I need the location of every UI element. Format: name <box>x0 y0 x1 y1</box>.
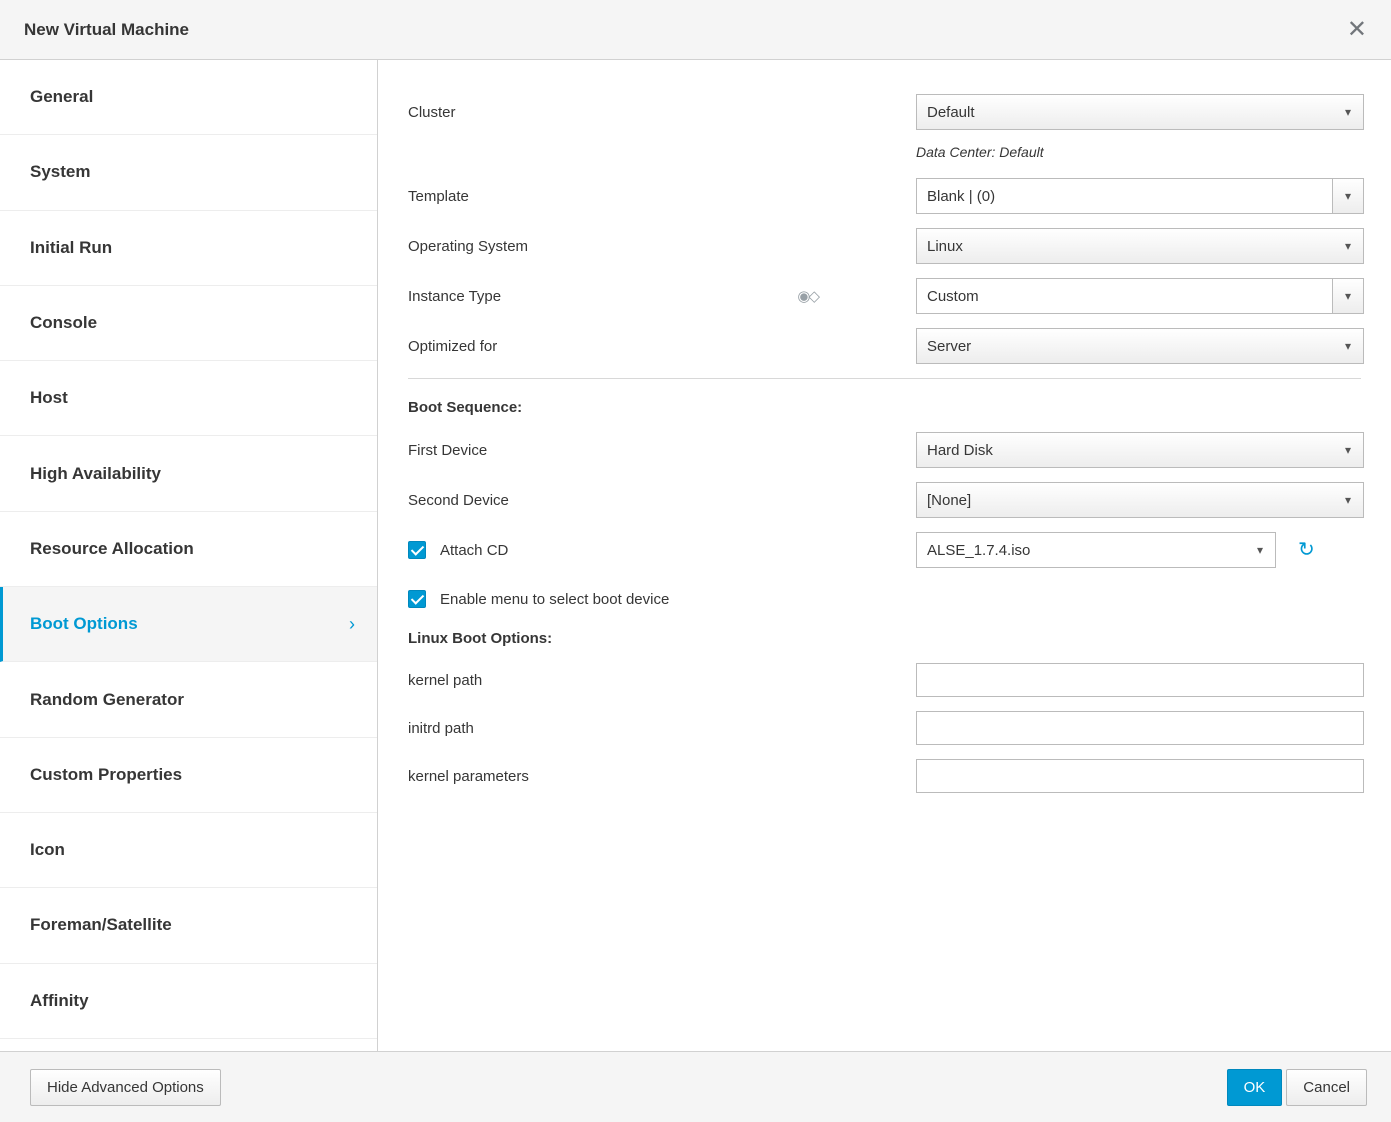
sidebar-item-label: Affinity <box>30 990 89 1010</box>
kernel-path-row <box>408 663 1361 697</box>
page-title: New Virtual Machine <box>24 19 190 39</box>
kernel-parameters-row <box>408 759 1361 793</box>
kernel-path-label-text: kernel path <box>408 671 483 689</box>
sidebar-item-high-availability[interactable] <box>0 436 377 511</box>
sidebar <box>0 60 378 1051</box>
initrd-path-label-text: initrd path <box>408 719 474 737</box>
cluster-control <box>916 94 1364 130</box>
chevron-down-icon: ▾ <box>1256 543 1264 557</box>
operating-system-select[interactable] <box>916 228 1364 264</box>
chevron-down-icon: ▾ <box>1344 493 1352 507</box>
cluster-row <box>408 94 1361 130</box>
attach-cd-label-wrap[interactable] <box>408 541 916 559</box>
kernel-path-label <box>408 672 916 689</box>
first-device-row <box>408 432 1361 468</box>
attach-cd-control <box>916 532 1361 568</box>
instance-type-select[interactable] <box>916 278 1364 314</box>
operating-system-control <box>916 228 1364 264</box>
sidebar-item-resource-allocation[interactable] <box>0 512 377 587</box>
operating-system-row <box>408 228 1361 264</box>
second-device-control <box>916 482 1364 518</box>
enable-boot-menu-row <box>408 582 1361 616</box>
second-device-select-value: [None] <box>927 491 972 509</box>
sidebar-item-foreman-satellite[interactable] <box>0 888 377 963</box>
cluster-datacenter-hint: Data Center: Default <box>916 144 1044 160</box>
attach-cd-checkbox[interactable] <box>408 541 426 559</box>
sidebar-item-affinity[interactable] <box>0 964 377 1039</box>
cluster-select[interactable] <box>916 94 1364 130</box>
template-select[interactable] <box>916 178 1364 214</box>
dialog-footer <box>0 1052 1391 1122</box>
optimized-for-label-text: Optimized for <box>408 337 498 355</box>
sidebar-item-general[interactable] <box>0 60 377 135</box>
dialog-body <box>0 60 1391 1052</box>
template-label-text: Template <box>408 187 469 205</box>
ok-button[interactable]: OK <box>1227 1069 1283 1106</box>
enable-boot-menu-checkbox[interactable] <box>408 590 426 608</box>
chevron-down-icon: ▾ <box>1344 443 1352 457</box>
refresh-icon[interactable]: ↻ <box>1298 539 1315 561</box>
template-select-value: Blank | (0) <box>927 187 996 205</box>
first-device-label-text: First Device <box>408 441 488 459</box>
operating-system-label-text: Operating System <box>408 237 529 255</box>
boot-options-panel <box>378 60 1391 1051</box>
kernel-parameters-label <box>408 768 916 785</box>
chevron-down-icon: ▾ <box>1344 105 1352 119</box>
sidebar-item-random-generator[interactable] <box>0 662 377 737</box>
close-icon[interactable]: ✕ <box>1343 18 1371 42</box>
instance-type-row <box>408 278 1361 314</box>
optimized-for-control <box>916 328 1364 364</box>
sidebar-item-label: System <box>30 162 91 182</box>
cluster-label-text: Cluster <box>408 103 456 121</box>
attach-cd-label: Attach CD <box>440 541 509 559</box>
enable-boot-menu-label-wrap[interactable] <box>408 590 916 608</box>
footer-actions <box>1227 1069 1367 1106</box>
sidebar-item-system[interactable] <box>0 135 377 210</box>
chevron-down-icon: ▾ <box>1332 279 1363 313</box>
chevron-down-icon: ▾ <box>1344 239 1352 253</box>
sidebar-item-label: High Availability <box>30 463 161 483</box>
section-divider <box>408 378 1361 379</box>
operating-system-select-value: Linux <box>927 237 963 255</box>
kernel-parameters-label-text: kernel parameters <box>408 767 529 785</box>
cd-image-select[interactable] <box>916 532 1276 568</box>
dialog-header <box>0 0 1391 60</box>
kernel-parameters-input[interactable] <box>916 759 1364 793</box>
second-device-select[interactable] <box>916 482 1364 518</box>
instance-type-label-text: Instance Type <box>408 287 502 305</box>
cancel-button[interactable]: Cancel <box>1286 1069 1367 1106</box>
sidebar-item-label: Foreman/Satellite <box>30 915 172 935</box>
sidebar-item-boot-options[interactable] <box>0 587 377 662</box>
chevron-right-icon: › <box>349 613 355 634</box>
optimized-for-row <box>408 328 1361 364</box>
kernel-path-control <box>916 663 1364 697</box>
attach-cd-row <box>408 532 1361 568</box>
initrd-path-input[interactable] <box>916 711 1364 745</box>
sidebar-item-label: Console <box>30 313 98 333</box>
template-label <box>408 188 916 205</box>
second-device-label <box>408 492 916 509</box>
chain-link-icon: ◉◇ <box>797 288 818 305</box>
cluster-label <box>408 104 916 121</box>
template-row <box>408 178 1361 214</box>
first-device-select-value: Hard Disk <box>927 441 993 459</box>
kernel-path-input[interactable] <box>916 663 1364 697</box>
instance-type-label <box>408 287 916 305</box>
instance-type-select-value: Custom <box>927 287 979 305</box>
sidebar-item-label: Icon <box>30 840 65 860</box>
sidebar-item-initial-run[interactable] <box>0 211 377 286</box>
optimized-for-select-value: Server <box>927 337 972 355</box>
linux-boot-options-heading: Linux Boot Options: <box>408 630 553 647</box>
sidebar-item-label: Initial Run <box>30 237 113 257</box>
enable-boot-menu-label: Enable menu to select boot device <box>440 590 670 608</box>
sidebar-item-console[interactable] <box>0 286 377 361</box>
first-device-select[interactable] <box>916 432 1364 468</box>
sidebar-item-custom-properties[interactable] <box>0 738 377 813</box>
sidebar-item-label: Random Generator <box>30 689 184 709</box>
template-control <box>916 178 1364 214</box>
initrd-path-control <box>916 711 1364 745</box>
cd-image-select-value: ALSE_1.7.4.iso <box>927 541 1031 559</box>
cluster-select-value: Default <box>927 103 975 121</box>
sidebar-item-label: Custom Properties <box>30 764 183 784</box>
second-device-label-text: Second Device <box>408 491 509 509</box>
chevron-down-icon: ▾ <box>1344 339 1352 353</box>
sidebar-item-icon[interactable] <box>0 813 377 888</box>
sidebar-item-host[interactable] <box>0 361 377 436</box>
optimized-for-label <box>408 338 916 355</box>
initrd-path-row <box>408 711 1361 745</box>
kernel-parameters-control <box>916 759 1364 793</box>
chevron-down-icon: ▾ <box>1332 179 1363 213</box>
instance-type-control <box>916 278 1364 314</box>
second-device-row <box>408 482 1361 518</box>
first-device-control <box>916 432 1364 468</box>
sidebar-item-label: Boot Options <box>30 614 138 634</box>
boot-sequence-heading: Boot Sequence: <box>408 399 523 416</box>
first-device-label <box>408 442 916 459</box>
optimized-for-select[interactable] <box>916 328 1364 364</box>
initrd-path-label <box>408 720 916 737</box>
sidebar-item-label: Resource Allocation <box>30 538 194 558</box>
sidebar-item-label: General <box>30 87 94 107</box>
hide-advanced-options-button[interactable]: Hide Advanced Options <box>30 1069 221 1106</box>
sidebar-item-label: Host <box>30 388 68 408</box>
operating-system-label <box>408 238 916 255</box>
